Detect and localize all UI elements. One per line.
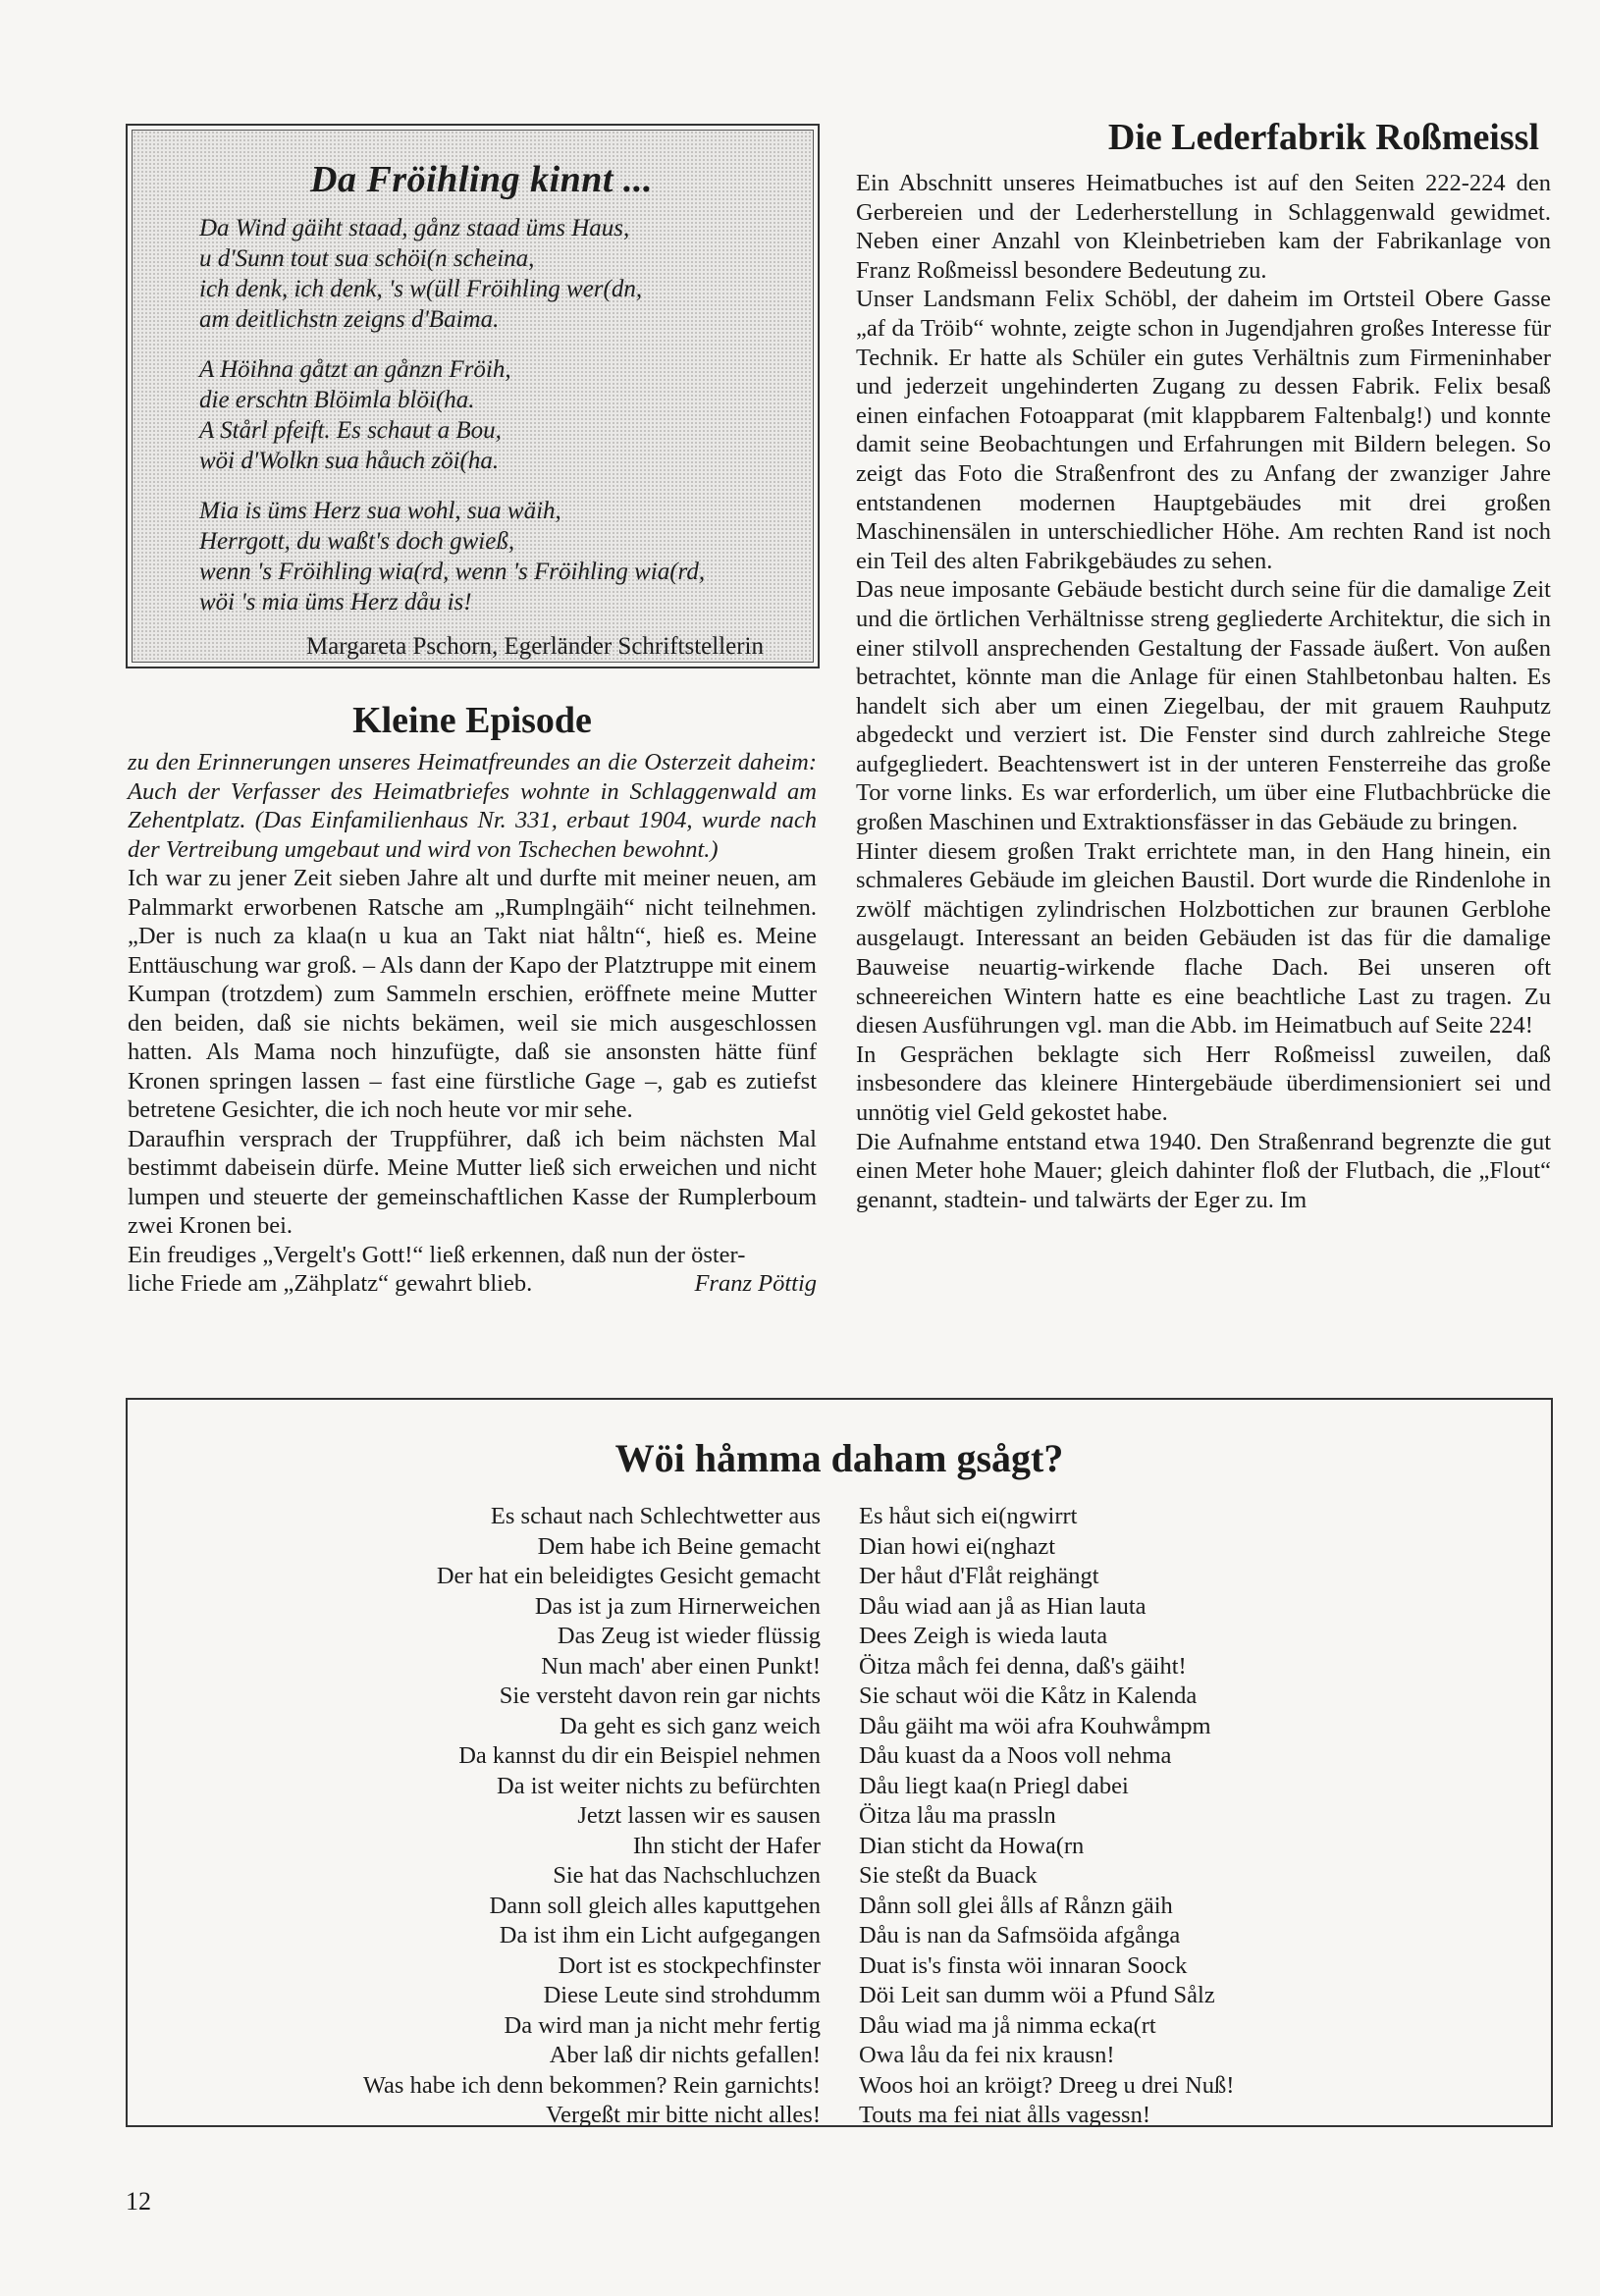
poem-stanza-2 [199, 354, 764, 476]
fabrik-paragraph: In Gesprächen beklagte sich Herr Roßmeissl zuweilen, daß insbesondere das kleinere Hintergebäude überdimensioniert sei und unnötig viel Geld gekostet habe. [856, 1041, 1551, 1126]
poem-line: Mia is üms Herz sua wohl, sua wäih, [199, 498, 561, 524]
mundart-row: Dånn soll glei ålls af Rånzn gäih [859, 1892, 1173, 1919]
episode-paragraph-last-start: Ein freudiges „Vergelt's Gott!“ ließ erkennen, daß nun der öster- [128, 1241, 746, 1268]
poem-line: wenn 's Fröihling wia(rd, wenn 's Fröihling wia(rd, [199, 559, 706, 585]
german-row: Diese Leute sind strohdumm [543, 1982, 821, 2008]
mundart-row: Dåu wiad ma jå nimma ecka(rt [859, 2011, 1156, 2039]
german-row: Da wird man ja nicht mehr fertig [504, 2011, 821, 2039]
episode-article [128, 699, 817, 1299]
poem-author: Margareta Pschorn, Egerländer Schriftstellerin [305, 633, 764, 660]
german-row: Da ist weiter nichts zu befürchten [497, 1772, 821, 1799]
poem-inner [132, 130, 814, 663]
mundart-row: Öitza måch fei denna, daß's gäiht! [859, 1652, 1187, 1680]
poem-stanza-3 [199, 496, 764, 617]
fabrik-paragraph: Das neue imposante Gebäude besticht durch seine für die damalige Zeit und die örtlichen Verhältnisse streng gegliederte Architektur, die sich in einer stilvoll ansprechenden Gestaltung der Fassade äußert. Von außen betrachtet, könnte man die Anlage für einen Stahlbetonbau halten. Es handelt sich aber um einen Ziegelbau, der mit grauem Rauhputz abgedeckt und verziert ist. Die Fenster sind durch zahlreiche Stege aufgegliedert. Beachtenswert ist in der unteren Fensterreihe das große Tor vorne links. Es war erforderlich, um über eine Flutbachbrücke die großen Maschinen und Extraktionsfässer in das Gebäude zu bringen. [856, 576, 1551, 836]
poem-line: wöi 's mia üms Herz dåu is! [199, 589, 472, 615]
mundart-column [859, 1502, 1507, 2131]
poem-line: Da Wind gäiht staad, gånz staad üms Haus, [199, 215, 630, 241]
poem-box [126, 124, 820, 668]
poem-stanza-1 [199, 213, 764, 335]
fabrik-body [856, 169, 1551, 1214]
german-row: Sie versteht davon rein gar nichts [499, 1682, 821, 1709]
mundart-row: Dåu wiad aan jå as Hian lauta [859, 1592, 1147, 1620]
mundart-row: Dian howi ei(nghazt [859, 1532, 1056, 1560]
poem-title: Da Fröihling kinnt ... [310, 159, 653, 200]
german-row: Da ist ihm ein Licht aufgegangen [499, 1922, 821, 1949]
german-row: Jetzt lassen wir es sausen [577, 1802, 821, 1829]
poem-line: A Stårl pfeift. Es schaut a Bou, [199, 417, 502, 444]
mundart-row: Sie schaut wöi die Kåtz in Kalenda [859, 1682, 1198, 1709]
fabrik-paragraph: Hinter diesem großen Trakt errichtete man, in den Hang hinein, ein schmaleres Gebäude im gleichen Baustil. Dort wurde die Rindenlohe in zwölf mächtigen zylindrischen Holzbottichen zur braunen Gerblohe ausgelaugt. Interessant an beiden Gebäuden ist das für die damalige Bauweise neuartig-wirkende flache Dach. Bei unseren oft schneereichen Wintern hatte es eine beachtliche Last zu tragen. Zu diesen Ausführungen vgl. man die Abb. im Heimatbuch auf Seite 224! [856, 837, 1551, 1040]
german-row: Das ist ja zum Hirnerweichen [534, 1592, 821, 1620]
poem-line: ich denk, ich denk, 's w(üll Fröihling wer(dn, [199, 276, 643, 302]
mundart-row: Dees Zeigh is wieda lauta [859, 1623, 1108, 1649]
mundart-row: Es håut sich ei(ngwirrt [859, 1503, 1078, 1529]
poem-line: Herrgott, du waßt's doch gwieß, [199, 528, 515, 555]
mundart-row: Dåu gäiht ma wöi afra Kouhwåmpm [859, 1712, 1211, 1739]
episode-body [128, 864, 817, 1299]
german-row: Dort ist es stockpechfinster [558, 1951, 821, 1979]
mundart-row: Dåu kuast da a Noos voll nehma [859, 1742, 1172, 1769]
episode-author: Franz Pöttig [694, 1270, 817, 1297]
episode-signature-line [128, 1269, 817, 1299]
mundart-row: Dåu liegt kaa(n Priegl dabei [859, 1772, 1129, 1799]
german-row: Was habe ich denn bekommen? Rein garnichts! [362, 2071, 821, 2099]
episode-last-line: liche Friede am „Zähplatz“ gewahrt blieb. [128, 1270, 533, 1297]
poem-line: am deitlichstn zeigns d'Baima. [199, 306, 500, 333]
poem-line: wöi d'Wolkn sua håuch zöi(ha. [199, 448, 500, 474]
mundart-row: Duat is's finsta wöi innaran Soock [859, 1951, 1188, 1979]
german-row: Dem habe ich Beine gemacht [537, 1532, 821, 1560]
mundart-row: Döi Leit san dumm wöi a Pfund Sålz [859, 1982, 1215, 2008]
german-row: Es schaut nach Schlechtwetter aus [490, 1503, 821, 1529]
german-column [128, 1502, 821, 2131]
german-row: Aber laß dir nichts gefallen! [549, 2042, 821, 2068]
poem-line: u d'Sunn tout sua schöi(n scheina, [199, 245, 535, 272]
poem-line: A Höihna gåtzt an gånzn Fröih, [199, 356, 511, 383]
page-number: 12 [126, 2187, 151, 2216]
german-row: Sie hat das Nachschluchzen [553, 1862, 821, 1889]
mundart-row: Owa låu da fei nix krausn! [859, 2042, 1115, 2068]
episode-paragraph: Ich war zu jener Zeit sieben Jahre alt und durfte mit meiner neuen, am Palmmarkt erworbenen Ratsche am „Rumplngäih“ nicht teilnehmen. „Der is nuch za klaa(n u kua an Takt niat håltn“, hieß es. Meine Enttäuschung war groß. – Als dann der Kapo der Platztruppe mit einem Kumpan (trotzdem) zum Sammeln erschien, eröffnete meine Mutter den beiden, daß sie nichts bekämen, weil sie mich ausgeschlossen hatten. Als Mama noch hinzufügte, daß sie ansonsten hätte fünf Kronen springen lassen – fast eine fürstliche Gage –, gab es zutiefst betretene Gesichter, die ich noch heute vor mir sehe. [128, 865, 817, 1123]
mundart-row: Der håut d'Flåt reighängt [859, 1563, 1099, 1589]
dialect-box [126, 1398, 1553, 2127]
german-row: Der hat ein beleidigtes Gesicht gemacht [436, 1563, 821, 1589]
mundart-row: Woos hoi an kröigt? Dreeg u drei Nuß! [859, 2071, 1235, 2099]
fabrik-article [856, 116, 1551, 1214]
poem-line: die erschtn Blöimla blöi(ha. [199, 387, 475, 413]
german-row: Da kannst du dir ein Beispiel nehmen [458, 1742, 821, 1769]
mundart-row: Öitza låu ma prassln [859, 1802, 1056, 1829]
episode-paragraph: Daraufhin versprach der Truppführer, daß ich beim nächsten Mal bestimmt dabeisein dürfe. Meine Mutter ließ sich erweichen und nicht lumpen und steuerte der gemeinschaftlichen Kasse der Rumplerboum zwei Kronen bei. [128, 1125, 817, 1239]
dialect-title: Wöi håmma daham gsågt? [614, 1436, 1064, 1480]
episode-title: Kleine Episode [352, 700, 592, 741]
mundart-row: Dåu is nan da Safmsöida afgånga [859, 1922, 1181, 1949]
german-row: Dann soll gleich alles kaputtgehen [489, 1892, 821, 1919]
mundart-row: Dian sticht da Howa(rn [859, 1832, 1085, 1859]
mundart-row: Sie steßt da Buack [859, 1862, 1038, 1889]
mundart-row: Touts ma fei niat ålls vagessn! [859, 2102, 1150, 2128]
fabrik-paragraph: Unser Landsmann Felix Schöbl, der daheim im Ortsteil Obere Gasse „af da Tröib“ wohnte, zeigte schon in Jugendjahren großes Interesse für Technik. Er hatte als Schüler ein gutes Verhältnis zum Firmeninhaber und jederzeit ungehinderten Zugang zu dessen Fabrik. Felix besaß einen einfachen Fotoapparat (mit klappbarem Faltenbalg!) und konnte damit seine Beobachtungen und Erfahrungen mit Bildern belegen. So zeigt das Foto die Straßenfront des zu Anfang der zwanziger Jahre entstandenen modernen Hauptgebäudes mit drei großen Maschinensälen in unterschiedlicher Höhe. Am rechten Rand ist noch ein Teil des alten Fabrikgebäudes zu sehen. [856, 286, 1551, 574]
german-row: Nun mach' aber einen Punkt! [541, 1652, 821, 1680]
fabrik-title: Die Lederfabrik Roßmeissl [1107, 117, 1539, 158]
german-row: Ihn sticht der Hafer [632, 1832, 821, 1859]
german-row: Da geht es sich ganz weich [560, 1712, 821, 1739]
episode-intro: zu den Erinnerungen unseres Heimatfreundes an die Osterzeit daheim: Auch der Verfasser des Heimatbriefes wohnte in Schlaggenwald am Zehentplatz. (Das Einfamilienhaus Nr. 331, erbaut 1904, wurde nach der Vertreibung umgebaut und wird von Tschechen bewohnt.) [128, 749, 817, 863]
german-row: Vergeßt mir bitte nicht alles! [546, 2102, 821, 2128]
fabrik-paragraph: Ein Abschnitt unseres Heimatbuches ist auf den Seiten 222-224 den Gerbereien und der Lederherstellung in Schlaggenwald gewidmet. Neben einer Anzahl von Kleinbetrieben kam der Fabrikanlage von Franz Roßmeissl besondere Bedeutung zu. [856, 170, 1551, 284]
fabrik-paragraph: Die Aufnahme entstand etwa 1940. Den Straßenrand begrenzte die gut einen Meter hohe Mauer; gleich dahinter floß der Flutbach, die „Flout“ genannt, stadtein- und talwärts der Eger zu. Im [856, 1128, 1551, 1213]
german-row: Das Zeug ist wieder flüssig [557, 1623, 821, 1649]
